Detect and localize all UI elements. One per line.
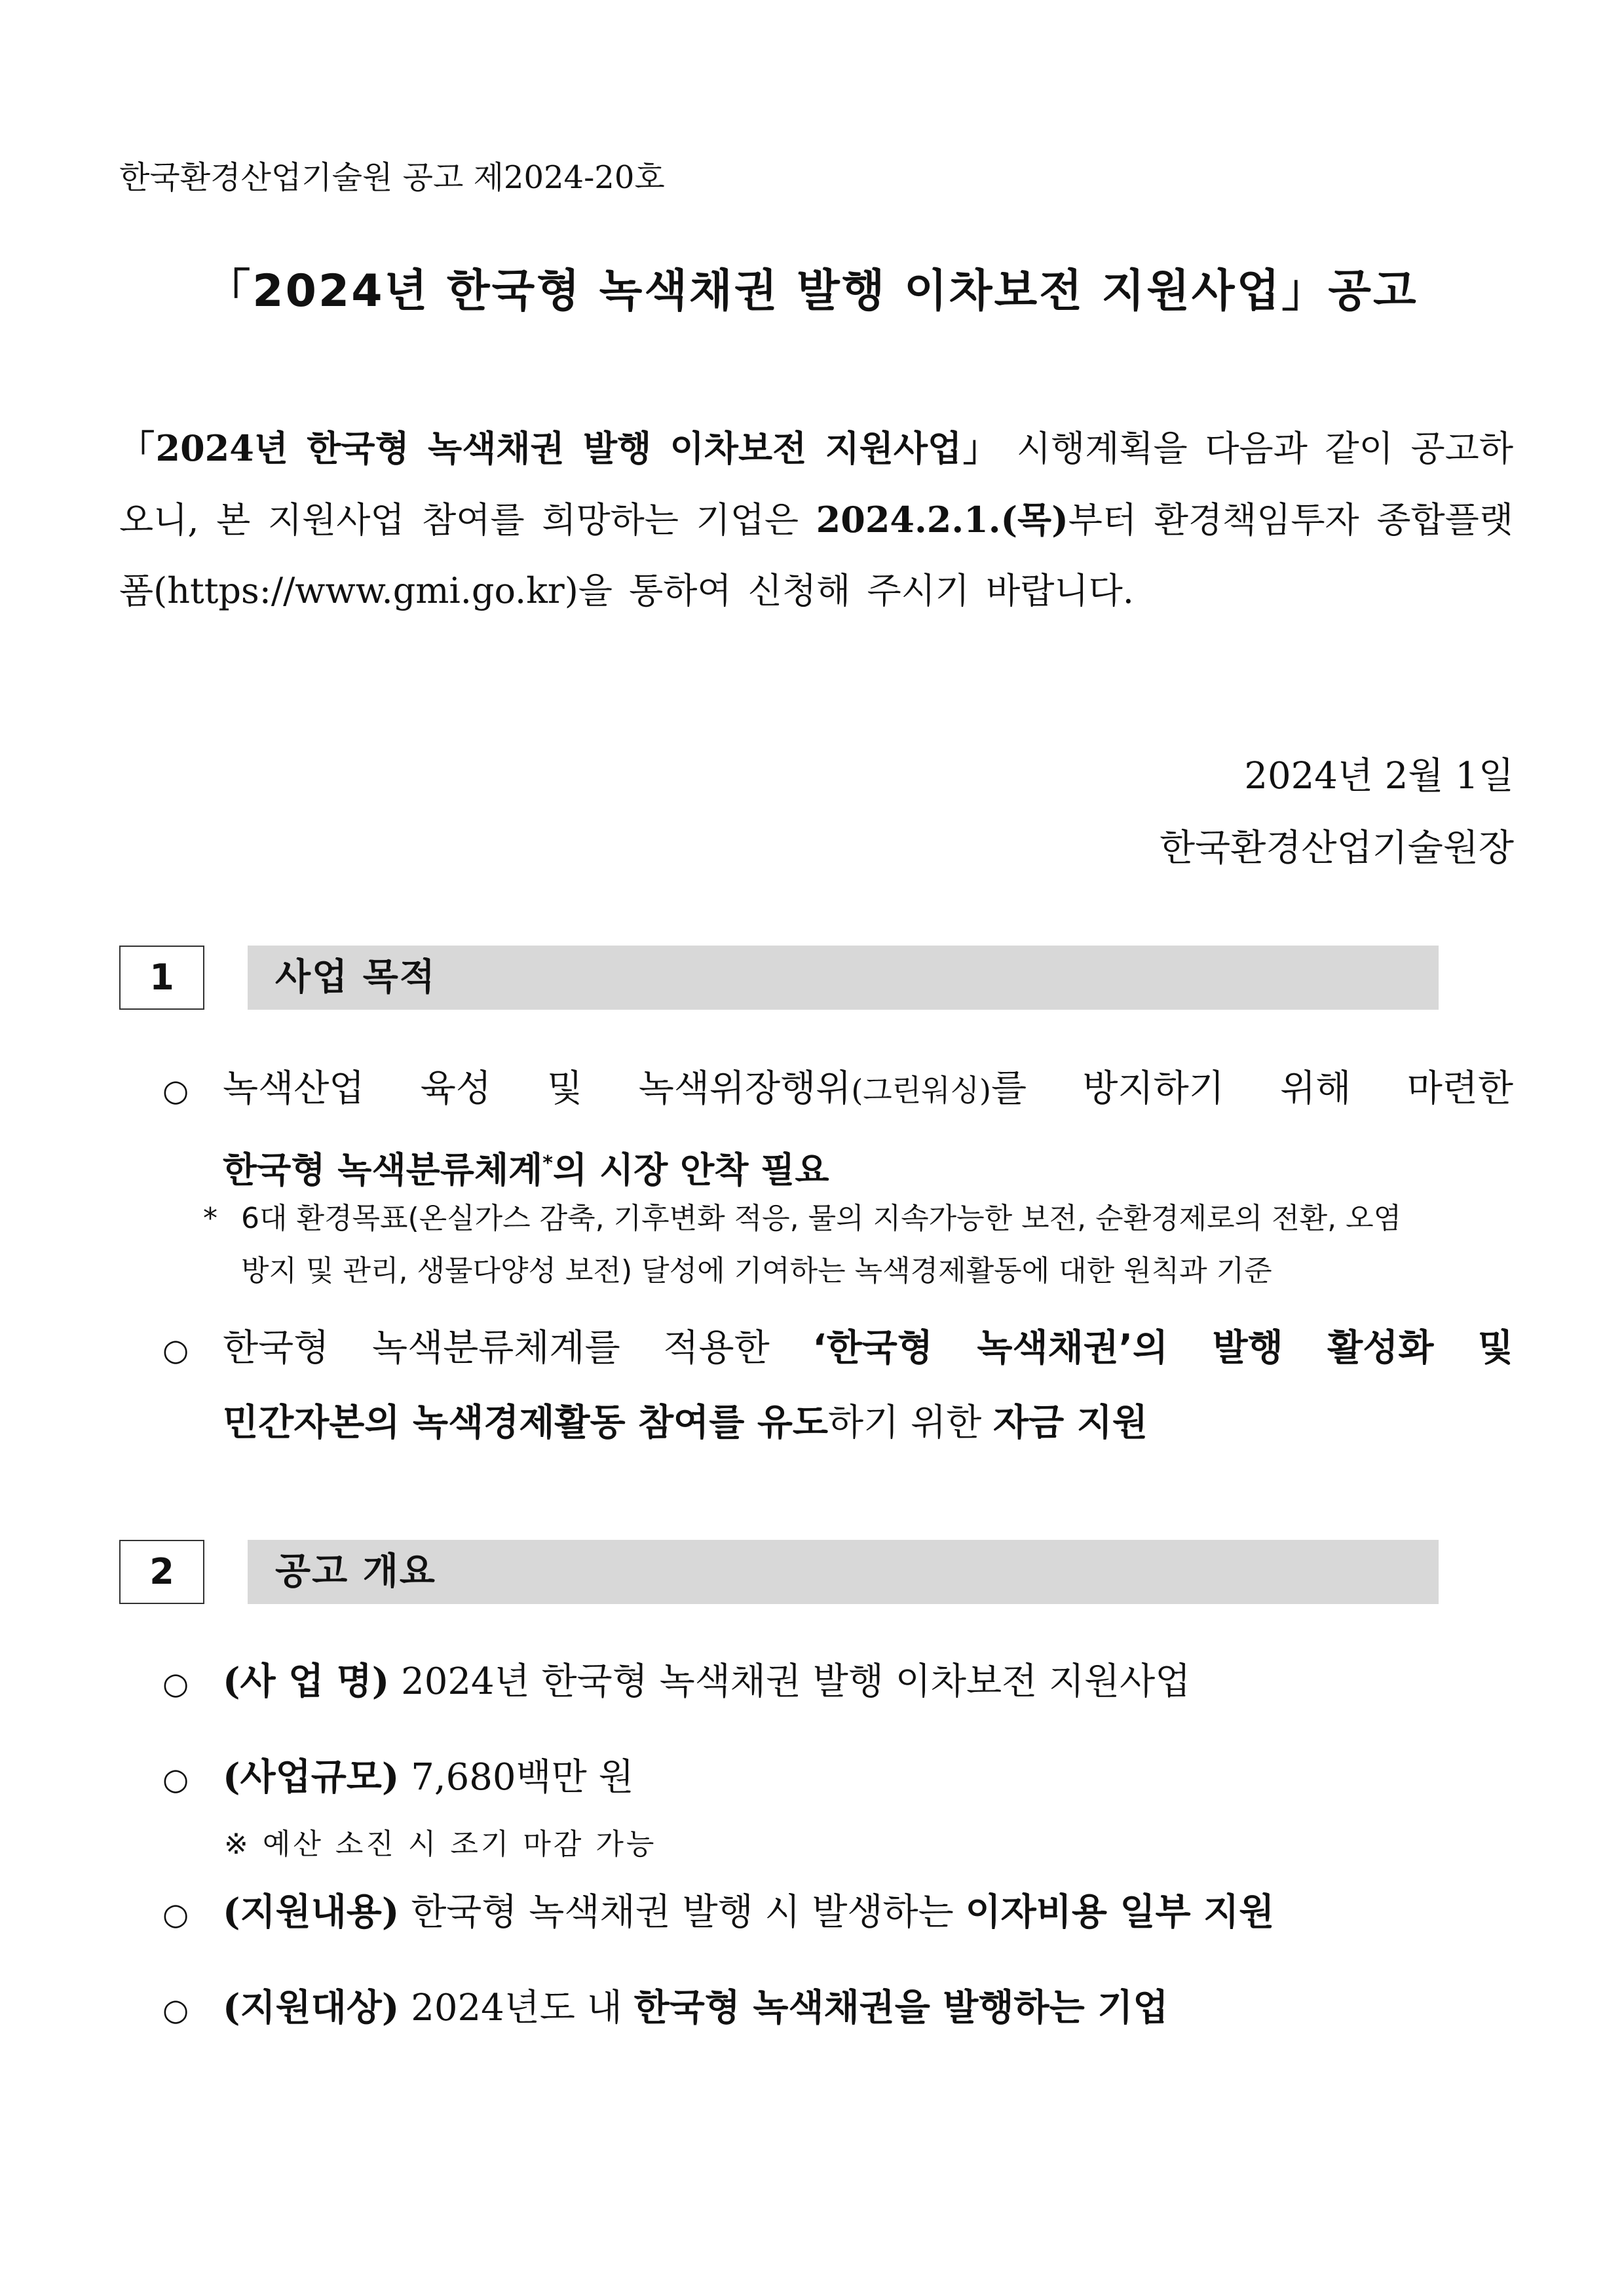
footnote-marker: * [542, 1152, 553, 1175]
footnote-text: 6대 환경목표(온실가스 감축, 기후변화 적응, 물의 지속가능한 보전, 순환경제로의 전환, 오염 [241, 1202, 1402, 1235]
item-value-bold: 한국형 녹색채권을 발행하는 기업 [633, 1986, 1169, 2029]
footnote [203, 1193, 1513, 1297]
issue-block [1160, 740, 1514, 885]
bullet-text-bold: 한국형 녹색분류체계 [223, 1149, 543, 1191]
footnote-text: 방지 및 관리, 생물다양성 보전) 달성에 기여하는 녹색경제활동에 대한 원칙과 기준 [241, 1254, 1272, 1288]
intro-paragraph [119, 413, 1513, 626]
issuer-name: 한국환경산업기술원장 [1160, 827, 1514, 870]
item-label: (사 업 명) [223, 1660, 390, 1703]
bullet-text: 녹색산업 육성 및 녹색위장행위 [223, 1067, 852, 1110]
footnote-star: * [203, 1202, 217, 1235]
item-label: (지원대상) [223, 1986, 400, 2029]
section-heading-2: 공고 개요 [248, 1540, 1439, 1604]
overview-item-support-content [162, 1883, 1274, 1936]
page-title: 「2024년 한국형 녹색채권 발행 이차보전 지원사업」공고 [206, 265, 1418, 317]
budget-note: ※ 예산 소진 시 조기 마감 가능 [224, 1827, 657, 1861]
item-value: 2024년 한국형 녹색채권 발행 이차보전 지원사업 [401, 1660, 1191, 1703]
bullet-mark: ○ [162, 1992, 189, 2027]
bullet-mark: ○ [162, 1896, 189, 1932]
bullet-text-paren: (그린워싱) [851, 1073, 991, 1108]
bullet-mark: ○ [162, 1761, 189, 1797]
bullet-mark: ○ [162, 1666, 189, 1701]
intro-start-date: 2024.2.1.(목) [816, 499, 1068, 541]
overview-item-support-target [162, 1979, 1168, 2031]
bullet-text: 를 방지하기 위해 마련한 [991, 1067, 1513, 1110]
bullet-mark: ○ [162, 1332, 189, 1368]
intro-text-2: 부터 환경책임투자 종합플랫폼(https://www.gmi.go.kr)을 통하여 신청해 주시기 바랍니다. [119, 499, 1513, 611]
section-number-1: 1 [119, 946, 204, 1010]
announcement-number: 한국환경산업기술원 공고 제2024-20호 [119, 159, 665, 196]
bullet-text-bold: ‘한국형 녹색채권’의 발행 활성화 및 [812, 1327, 1513, 1369]
bullet-text: 한국형 녹색분류체계를 적용한 [223, 1327, 813, 1369]
bullet-text-bold: 자금 지원 [993, 1402, 1148, 1444]
section-heading-1: 사업 목적 [248, 946, 1439, 1010]
section-number-2: 2 [119, 1540, 204, 1604]
intro-project-name: 「2024년 한국형 녹색채권 발행 이차보전 지원사업」 [119, 427, 1000, 469]
bullet-text-bold: 의 시장 안착 필요 [552, 1149, 829, 1191]
item-value: 2024년도 내 [411, 1987, 634, 2029]
item-value-bold: 이자비용 일부 지원 [965, 1890, 1275, 1934]
bullet-text-bold: 민간자본의 녹색경제활동 참여를 유도 [223, 1402, 829, 1444]
item-value: 한국형 녹색채권 발행 시 발생하는 [411, 1891, 966, 1934]
item-value: 7,680백만 원 [411, 1756, 634, 1799]
purpose-bullet-2 [162, 1312, 1513, 1460]
overview-item-project-name [162, 1653, 1190, 1705]
bullet-text: 하기 위한 [828, 1402, 994, 1444]
overview-item-budget [162, 1748, 634, 1801]
intro-text-1: 시행계획을 다음과 같이 공고하오니, 본 지원사업 참여를 희망하는 기업은 [119, 428, 1513, 541]
item-label: (지원내용) [223, 1890, 400, 1934]
item-label: (사업규모) [223, 1755, 400, 1799]
issue-date: 2024년 2월 1일 [1244, 755, 1514, 797]
bullet-mark: ○ [162, 1073, 189, 1108]
purpose-bullet-1 [162, 1052, 1513, 1207]
